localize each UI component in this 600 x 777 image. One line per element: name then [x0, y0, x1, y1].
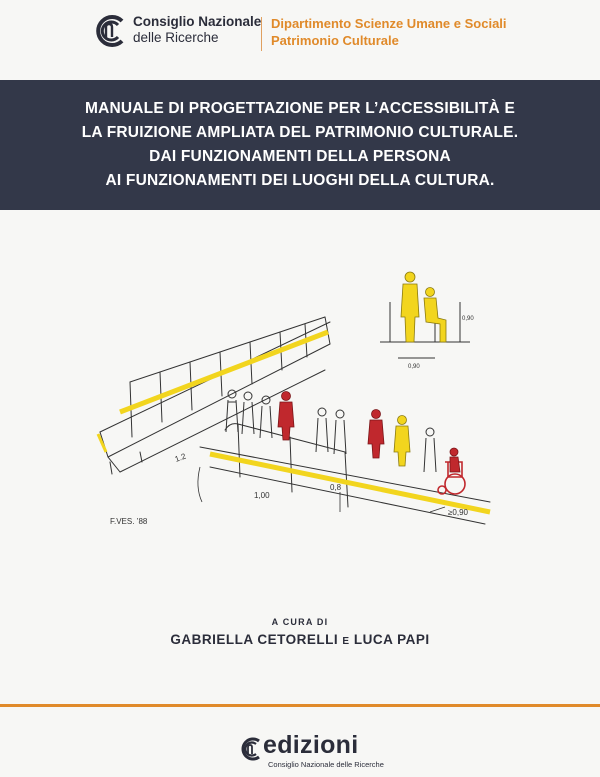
department	[271, 15, 507, 49]
cnr-logo-icon	[92, 13, 128, 49]
editors-conjunction: E	[342, 636, 350, 647]
editors-caption: A CURA DI	[271, 617, 329, 627]
edizioni-wordmark: edizioni	[263, 731, 359, 759]
org-name	[133, 14, 261, 46]
editors-names	[0, 632, 600, 647]
sketch-signature: F.VES. ’88	[110, 517, 148, 526]
title-band	[0, 80, 600, 210]
title-line-2: LA FRUIZIONE AMPLIATA DEL PATRIMONIO CULTURALE.	[81, 124, 519, 141]
department-line1: Dipartimento Scienze Umane e Sociali	[271, 16, 507, 31]
department-line2: Patrimonio Culturale	[271, 33, 399, 48]
dim-label-4: 1,00	[254, 491, 270, 500]
org-name-line1: Consiglio Nazionale	[133, 14, 262, 29]
header	[0, 0, 600, 80]
orange-divider	[0, 704, 600, 707]
cnr-edizioni-logo-icon	[238, 736, 264, 762]
accessibility-sketch-illustration	[90, 262, 510, 552]
title-line-1: MANUALE DI PROGETTAZIONE PER L’ACCESSIBILITÀ E	[84, 100, 516, 117]
editor-name-2: LUCA PAPI	[353, 632, 430, 647]
editor-name-1: GABRIELLA CETORELLI	[170, 632, 339, 647]
title-line-4: AI FUNZIONAMENTI DEI LUOGHI DELLA CULTURA.	[105, 172, 495, 189]
edizioni-subtitle: Consiglio Nazionale delle Ricerche	[268, 760, 384, 769]
dim-label-2: 0,90	[408, 364, 420, 370]
org-name-line2: delle Ricerche	[133, 30, 219, 45]
dim-label-6: ≥0,90	[448, 508, 468, 517]
dim-label-3: 1.2	[173, 451, 188, 464]
dim-label-5: 0,8	[330, 483, 342, 492]
header-divider	[261, 17, 262, 51]
dim-label-1: 0,90	[462, 316, 474, 322]
title-line-3: DAI FUNZIONAMENTI DELLA PERSONA	[149, 148, 451, 165]
